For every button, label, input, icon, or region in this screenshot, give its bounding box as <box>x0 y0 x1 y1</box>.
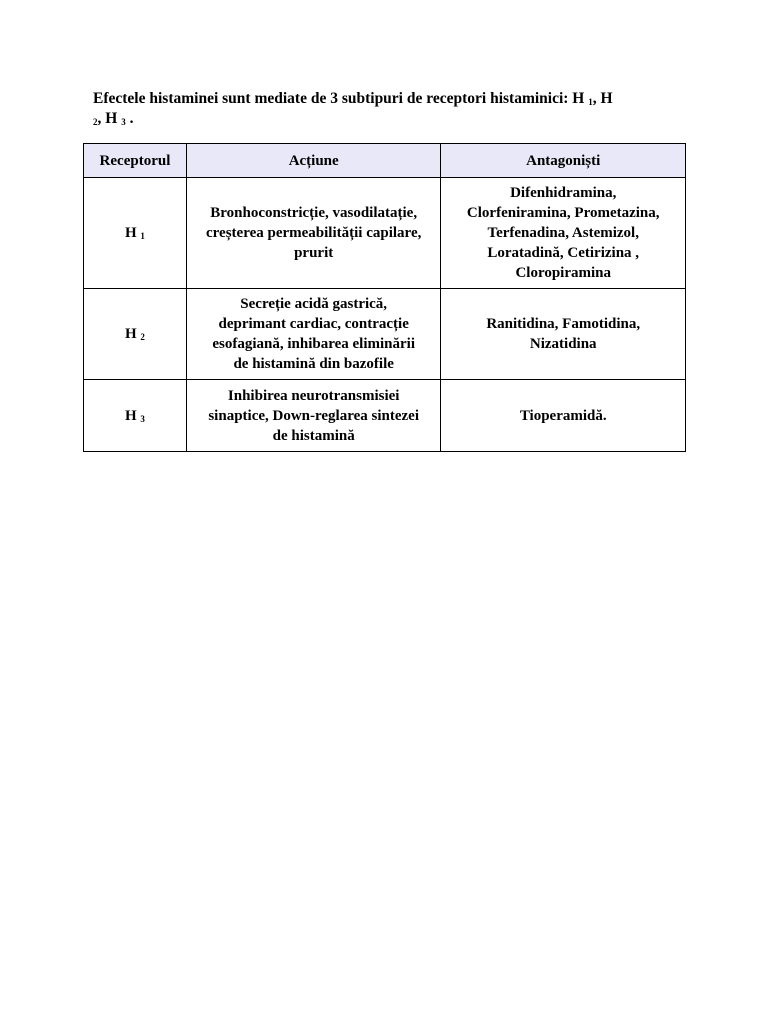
intro-separator-1: , H <box>592 90 613 107</box>
actiune-cell <box>186 178 441 289</box>
actiune-line: Secreție acidă gastrică, <box>240 296 388 312</box>
table-header-row <box>84 144 686 178</box>
receptor-cell <box>84 178 187 289</box>
intro-subscript-1: 1 <box>588 97 593 107</box>
receptor-subscript: 3 <box>140 413 145 424</box>
intro-paragraph <box>93 89 683 129</box>
actiune-line: prurit <box>294 245 334 261</box>
intro-separator-2: , H <box>97 110 118 127</box>
intro-text: Efectele histaminei sunt mediate de 3 subtipuri de receptori histaminici: H <box>93 90 585 107</box>
antagonist-line: Terfenadina, Astemizol, <box>487 225 639 241</box>
antagonisti-cell <box>441 289 686 380</box>
actiune-line: esofagiană, inhibarea eliminării <box>212 336 416 352</box>
receptor-subscript: 2 <box>140 332 145 342</box>
header-receptor: Receptorul <box>84 144 187 178</box>
actiune-line: de histamină <box>272 427 355 444</box>
header-actiune: Acțiune <box>186 144 441 178</box>
actiune-line: deprimant cardiac, contracție <box>218 316 409 332</box>
table-row <box>84 380 686 452</box>
antagonisti-cell <box>441 380 686 452</box>
antagonist-line: Ranitidina, Famotidina, <box>486 316 641 332</box>
intro-subscript-2: 2 <box>93 117 98 127</box>
intro-end: . <box>125 110 134 127</box>
antagonist-line: Nizatidina <box>529 336 597 352</box>
receptor-label: H <box>125 407 137 424</box>
table-row <box>84 178 686 289</box>
receptor-cell <box>84 289 187 380</box>
table-row <box>84 289 686 380</box>
receptor-cell <box>84 380 187 452</box>
receptor-subscript: 1 <box>140 231 145 241</box>
actiune-cell <box>186 380 441 452</box>
antagonist-line: Cloropiramina <box>515 265 611 281</box>
header-antagonisti: Antagoniști <box>441 144 686 178</box>
actiune-cell <box>186 289 441 380</box>
antagonist-line: Loratadină, Cetirizina , <box>487 245 640 261</box>
receptor-label: H <box>125 326 137 342</box>
antagonist-line: Clorfeniramina, Prometazina, <box>466 205 660 221</box>
antagonist-line: Tioperamidă. <box>519 407 607 424</box>
receptor-label: H <box>125 225 137 241</box>
intro-subscript-3: 3 <box>121 117 126 127</box>
antagonisti-cell <box>441 178 686 289</box>
actiune-line: Inhibirea neurotransmisiei <box>227 387 400 404</box>
actiune-line: sinaptice, Down-reglarea sintezei <box>208 407 420 424</box>
actiune-line: Bronhoconstricție, vasodilatație, <box>210 205 418 221</box>
receptors-table <box>83 143 686 452</box>
actiune-line: de histamină din bazofile <box>233 356 394 372</box>
antagonist-line: Difenhidramina, <box>510 185 617 201</box>
actiune-line: creșterea permeabilității capilare, <box>206 225 422 241</box>
